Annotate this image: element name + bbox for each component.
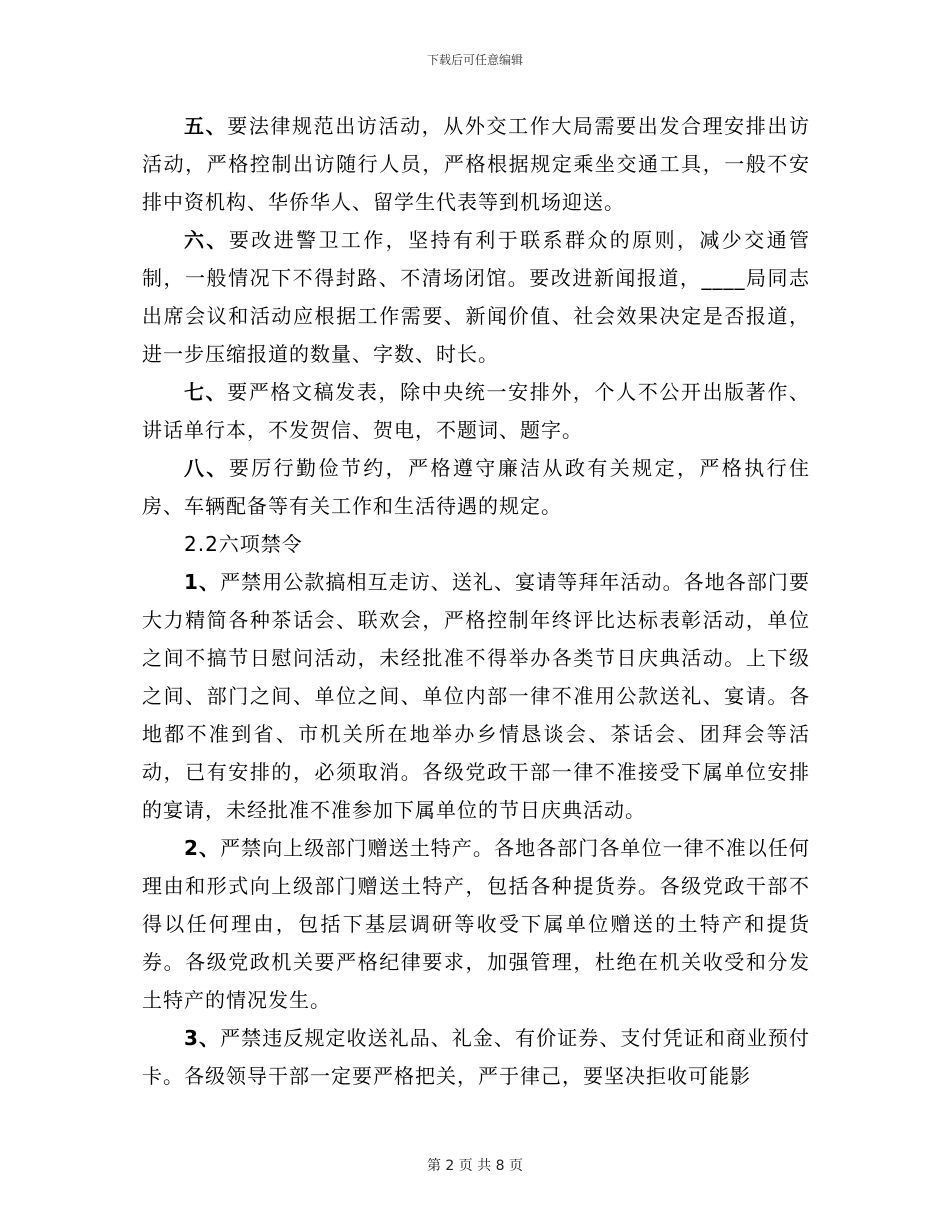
- paragraph-text: 要法律规范出访活动，从外交工作大局需要出发合理安排出访活动，严格控制出访随行人员，严格根据规定乘坐交通工具，一般不安排中资机构、华侨华人、留学生代表等到机场迎送。: [142, 114, 811, 214]
- item-text: 严禁违反规定收送礼品、礼金、有价证券、支付凭证和商业预付卡。各级领导干部一定要严格把关，严于律己，要坚决拒收可能影: [142, 1026, 810, 1088]
- paragraph-text: 要改进警卫工作，坚持有利于联系群众的原则，减少交通管制，一般情况下不得封路、不清场闭馆。要改进新闻报道，____局同志出席会议和活动应根据工作需要、新闻价值、社会效果决定是否报道，进一步压缩报道的数量、字数、时长。: [142, 228, 811, 366]
- paragraph-number: 六、: [184, 228, 229, 252]
- page-header-note: 下载后可任意编辑: [426, 53, 523, 67]
- prohibition-item-2: [142, 829, 810, 1019]
- item-text: 严禁向上级部门赠送土特产。各地各部门各单位一律不准以任何理由和形式向上级部门赠送土特产，包括各种提货券。各级党政干部不得以任何理由，包括下基层调研等收受下属单位赠送的土特产和提货券。各级党政机关要严格纪律要求，加强管理，杜绝在机关收受和分发土特产的情况发生。: [142, 836, 810, 1012]
- paragraph-text: 要厉行勤俭节约，严格遵守廉洁从政有关规定，严格执行住房、车辆配备等有关工作和生活待遇的规定。: [142, 456, 811, 518]
- page-number-footer: 第 2 页 共 8 页: [426, 1158, 524, 1174]
- paragraph-text: 要严格文稿发表，除中央统一安排外，个人不公开出版著作、讲话单行本，不发贺信、贺电，不题词、题字。: [142, 380, 811, 442]
- paragraph-six: [142, 221, 810, 373]
- prohibition-item-1: [142, 563, 810, 829]
- item-number: 3、: [184, 1026, 221, 1050]
- document-body: [142, 107, 810, 1095]
- paragraph-number: 五、: [184, 114, 228, 138]
- paragraph-eight: [142, 449, 810, 525]
- paragraph-seven: [142, 373, 810, 449]
- paragraph-five: [142, 107, 810, 221]
- prohibition-item-3: [142, 1019, 810, 1095]
- item-number: 1、: [184, 570, 221, 594]
- item-number: 2、: [184, 836, 221, 860]
- paragraph-number: 八、: [184, 456, 229, 480]
- item-text: 严禁用公款搞相互走访、送礼、宴请等拜年活动。各地各部门要大力精简各种茶话会、联欢会，严格控制年终评比达标表彰活动，单位之间不搞节日慰问活动，未经批准不得举办各类节日庆典活动。上下级之间、部门之间、单位之间、单位内部一律不准用公款送礼、宴请。各地都不准到省、市机关所在地举办乡情恳谈会、茶话会、团拜会等活动，已有安排的，必须取消。各级党政干部一律不准接受下属单位安排的宴请，未经批准不准参加下属单位的节日庆典活动。: [142, 570, 810, 822]
- paragraph-number: 七、: [184, 380, 228, 404]
- section-heading: 2.2六项禁令: [184, 532, 303, 556]
